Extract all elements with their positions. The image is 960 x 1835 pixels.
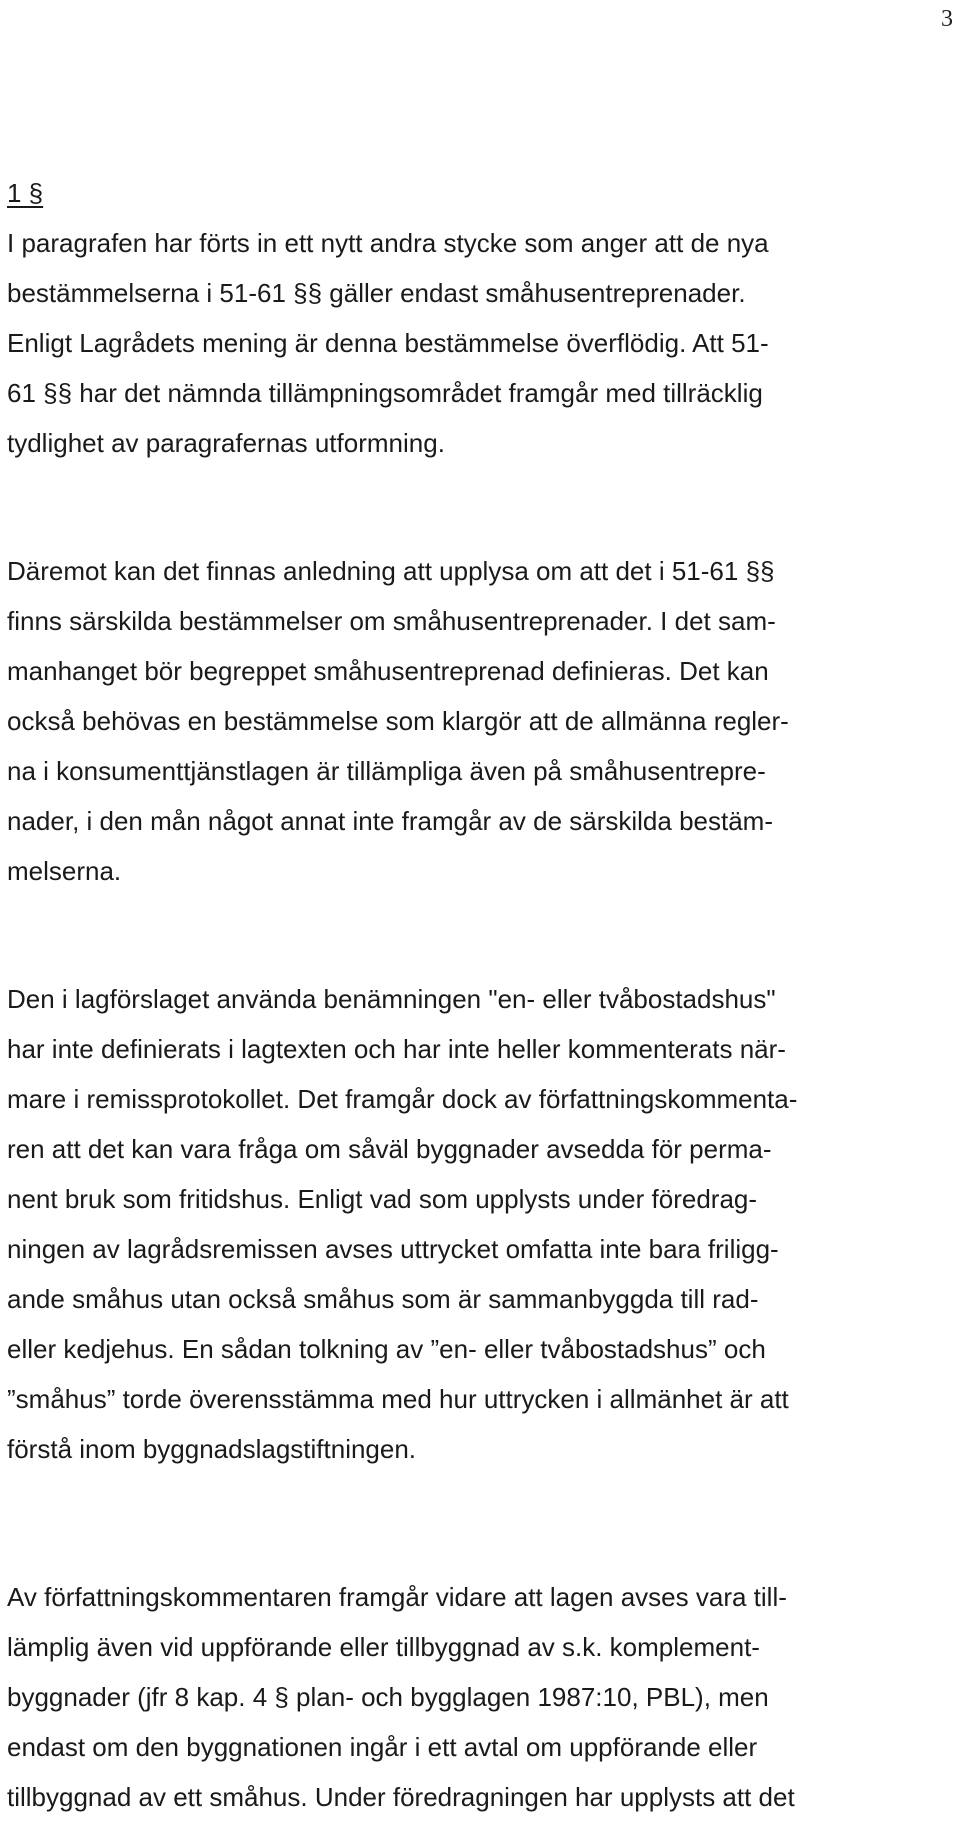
paragraph-3-line-7: ande småhus utan också småhus som är sammanbyggda till rad- [7, 1284, 759, 1314]
paragraph-4-line-4: endast om den byggnationen ingår i ett avtal om uppförande eller [7, 1732, 758, 1762]
paragraph-3-line-6: ningen av lagrådsremissen avses uttrycket omfatta inte bara friligg- [7, 1234, 779, 1264]
paragraph-2-line-4: också behövas en bestämmelse som klargör att de allmänna regler- [7, 706, 789, 736]
paragraph-4-line-1: Av författningskommentaren framgår vidare att lagen avses vara till- [7, 1582, 787, 1612]
paragraph-2-line-1: Däremot kan det finnas anledning att upplysa om att det i 51-61 §§ [7, 556, 775, 586]
paragraph-2-line-3: manhanget bör begreppet småhusentreprenad definieras. Det kan [7, 656, 769, 686]
paragraph-1-line-3: Enligt Lagrådets mening är denna bestämmelse överflödig. Att 51- [7, 328, 769, 358]
paragraph-1-line-5: tydlighet av paragrafernas utformning. [7, 428, 445, 458]
paragraph-3-line-5: nent bruk som fritidshus. Enligt vad som upplysts under föredrag- [7, 1184, 758, 1214]
page-number: 3 [941, 6, 953, 32]
paragraph-3-line-1: Den i lagförslaget använda benämningen "en- eller tvåbostadshus" [7, 984, 776, 1014]
paragraph-2-line-2: finns särskilda bestämmelser om småhusentreprenader. I det sam- [7, 606, 776, 636]
paragraph-4-line-3: byggnader (jfr 8 kap. 4 § plan- och bygglagen 1987:10, PBL), men [7, 1682, 769, 1712]
paragraph-1-line-4: 61 §§ har det nämnda tillämpningsområdet framgår med tillräcklig [7, 378, 763, 408]
paragraph-2-line-7: melserna. [7, 856, 122, 886]
paragraph-1-line-2: bestämmelserna i 51-61 §§ gäller endast småhusentreprenader. [7, 278, 746, 308]
paragraph-2-line-5: na i konsumenttjänstlagen är tillämpliga även på småhusentrepre- [7, 756, 766, 786]
paragraph-4-line-5: tillbyggnad av ett småhus. Under föredragningen har upplysts att det [7, 1782, 795, 1812]
paragraph-3-line-9: ”småhus” torde överensstämma med hur uttrycken i allmänhet är att [7, 1384, 789, 1414]
paragraph-3-line-10: förstå inom byggnadslagstiftningen. [7, 1434, 417, 1464]
paragraph-3-line-8: eller kedjehus. En sådan tolkning av ”en- eller tvåbostadshus” och [7, 1334, 766, 1364]
paragraph-4-line-2: lämplig även vid uppförande eller tillbyggnad av s.k. komplement- [7, 1632, 760, 1662]
paragraph-3-line-3: mare i remissprotokollet. Det framgår dock av författningskommenta- [7, 1084, 798, 1114]
section-heading: 1 § [7, 178, 44, 208]
paragraph-1-line-1: I paragrafen har förts in ett nytt andra stycke som anger att de nya [7, 228, 769, 258]
paragraph-2-line-6: nader, i den mån något annat inte framgår av de särskilda bestäm- [7, 806, 773, 836]
paragraph-3-line-2: har inte definierats i lagtexten och har inte heller kommenterats när- [7, 1034, 786, 1064]
paragraph-3-line-4: ren att det kan vara fråga om såväl byggnader avsedda för perma- [7, 1134, 772, 1164]
